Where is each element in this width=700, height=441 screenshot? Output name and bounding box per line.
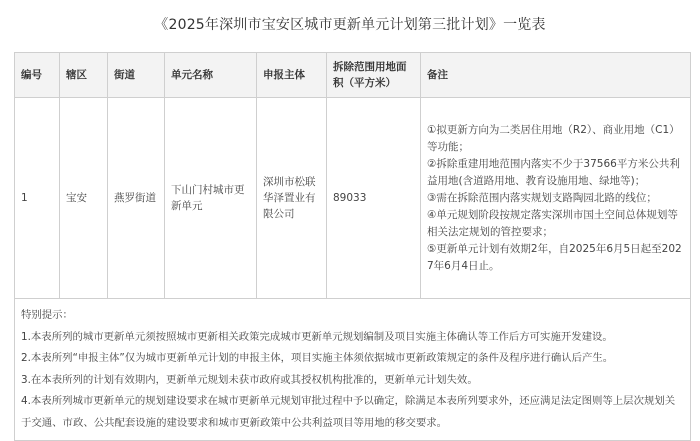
note-item: ⑤更新单元计划有效期2年，自2025年6月5日起至2027年6月4日止。	[427, 242, 682, 272]
cell-street: 燕罗街道	[108, 98, 165, 299]
note-item: ④单元规划阶段按规定落实深圳市国土空间总体规划等相关法定规划的管控要求；	[427, 208, 678, 238]
header-id: 编号	[15, 53, 60, 98]
header-area: 拆除范围用地面积（平方米）	[327, 53, 421, 98]
cell-applicant: 深圳市松联华泽置业有限公司	[257, 98, 327, 299]
note-item: ③需在拆除范围内落实规划支路陶园北路的线位；	[427, 191, 657, 204]
table-title: 《2025年深圳市宝安区城市更新单元计划第三批计划》一览表	[154, 17, 546, 33]
table-row	[15, 98, 691, 299]
plan-table	[14, 52, 691, 441]
cell-unit-name: 下山门村城市更新单元	[165, 98, 257, 299]
header-notes: 备注	[421, 53, 691, 98]
header-street: 街道	[108, 53, 165, 98]
tips-heading: 特别提示：	[21, 309, 73, 321]
tip-item: 3.在本表所列的计划有效期内，更新单元规划未获市政府或其授权机构批准的，更新单元计划失效。	[21, 373, 478, 386]
table-header-row	[15, 53, 691, 98]
header-applicant: 申报主体	[257, 53, 327, 98]
tip-item: 4.本表所列城市更新单元的规划建设要求在城市更新单元规划审批过程中予以确定，除满足本表所列要求外，还应满足法定图则等上层次规划关于交通、市政、公共配套设施的建设要求和城市更新政策中公共利益项目等用地的移交要求。	[21, 395, 676, 429]
note-item: ①拟更新方向为二类居住用地（R2）、商业用地（C1）等功能；	[427, 123, 680, 153]
tip-item: 1.本表所列的城市更新单元须按照城市更新相关政策完成城市更新单元规划编制及项目实施主体确认等工作后方可实施开发建设。	[21, 330, 613, 343]
tips-row	[15, 299, 691, 441]
cell-district: 宝安	[60, 98, 108, 299]
note-item: ②拆除重建用地范围内落实不少于37566平方米公共利益用地(含道路用地、教育设施用地、绿地等)；	[427, 157, 680, 187]
cell-id: 1	[15, 98, 60, 299]
tip-item: 2.本表所列“申报主体”仅为城市更新单元计划的申报主体，项目实施主体须依据城市更新政策规定的条件及程序进行确认后产生。	[21, 352, 614, 364]
tips-cell	[15, 299, 691, 441]
cell-area: 89033	[327, 98, 421, 299]
header-district: 辖区	[60, 53, 108, 98]
cell-notes	[421, 98, 691, 299]
header-unit-name: 单元名称	[165, 53, 257, 98]
